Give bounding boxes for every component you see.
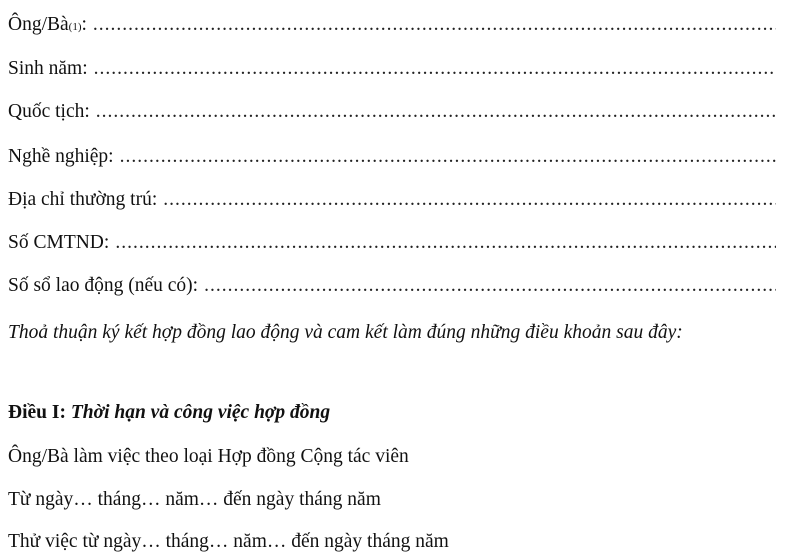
- article-heading: [8, 402, 330, 424]
- field-nationality: [8, 101, 776, 123]
- field-name-label: Ông/Bà: [8, 14, 69, 35]
- article-prefix: Điều I:: [8, 402, 66, 423]
- term-line: Từ ngày… tháng… năm… đến ngày tháng năm: [8, 489, 381, 510]
- agreement-text: Thoả thuận ký kết hợp đồng lao động và cam kết làm đúng những điều khoản sau đây:: [8, 322, 683, 343]
- field-name: Ông/Bà (1) : .....: [8, 14, 776, 36]
- blank-line[interactable]: [204, 275, 776, 297]
- field-occupation: [8, 146, 776, 168]
- blank-line[interactable]: [120, 146, 776, 168]
- contract-type-line: Ông/Bà làm việc theo loại Hợp đồng Cộng tác viên: [8, 446, 409, 467]
- field-birth-year-label: Sinh năm:: [8, 58, 88, 79]
- blank-line[interactable]: [96, 101, 776, 123]
- field-address: [8, 189, 776, 211]
- field-id-number: [8, 232, 776, 254]
- field-id-number-label: Số CMTND:: [8, 232, 110, 253]
- blank-line[interactable]: [94, 58, 776, 80]
- article-title: Thời hạn và công việc hợp đồng: [70, 402, 331, 423]
- field-nationality-label: Quốc tịch:: [8, 101, 90, 122]
- blank-line[interactable]: [163, 189, 776, 211]
- field-name-colon: :: [81, 14, 87, 35]
- field-address-label: Địa chỉ thường trú:: [8, 189, 158, 210]
- blank-line[interactable]: [115, 232, 776, 254]
- field-birth-year: [8, 58, 776, 80]
- field-occupation-label: Nghề nghiệp:: [8, 146, 114, 167]
- blank-line[interactable]: [93, 14, 776, 36]
- field-labor-book-label: Số sổ lao động (nếu có):: [8, 275, 199, 296]
- probation-line: Thử việc từ ngày… tháng… năm… đến ngày tháng năm: [8, 531, 449, 552]
- field-labor-book: [8, 275, 776, 297]
